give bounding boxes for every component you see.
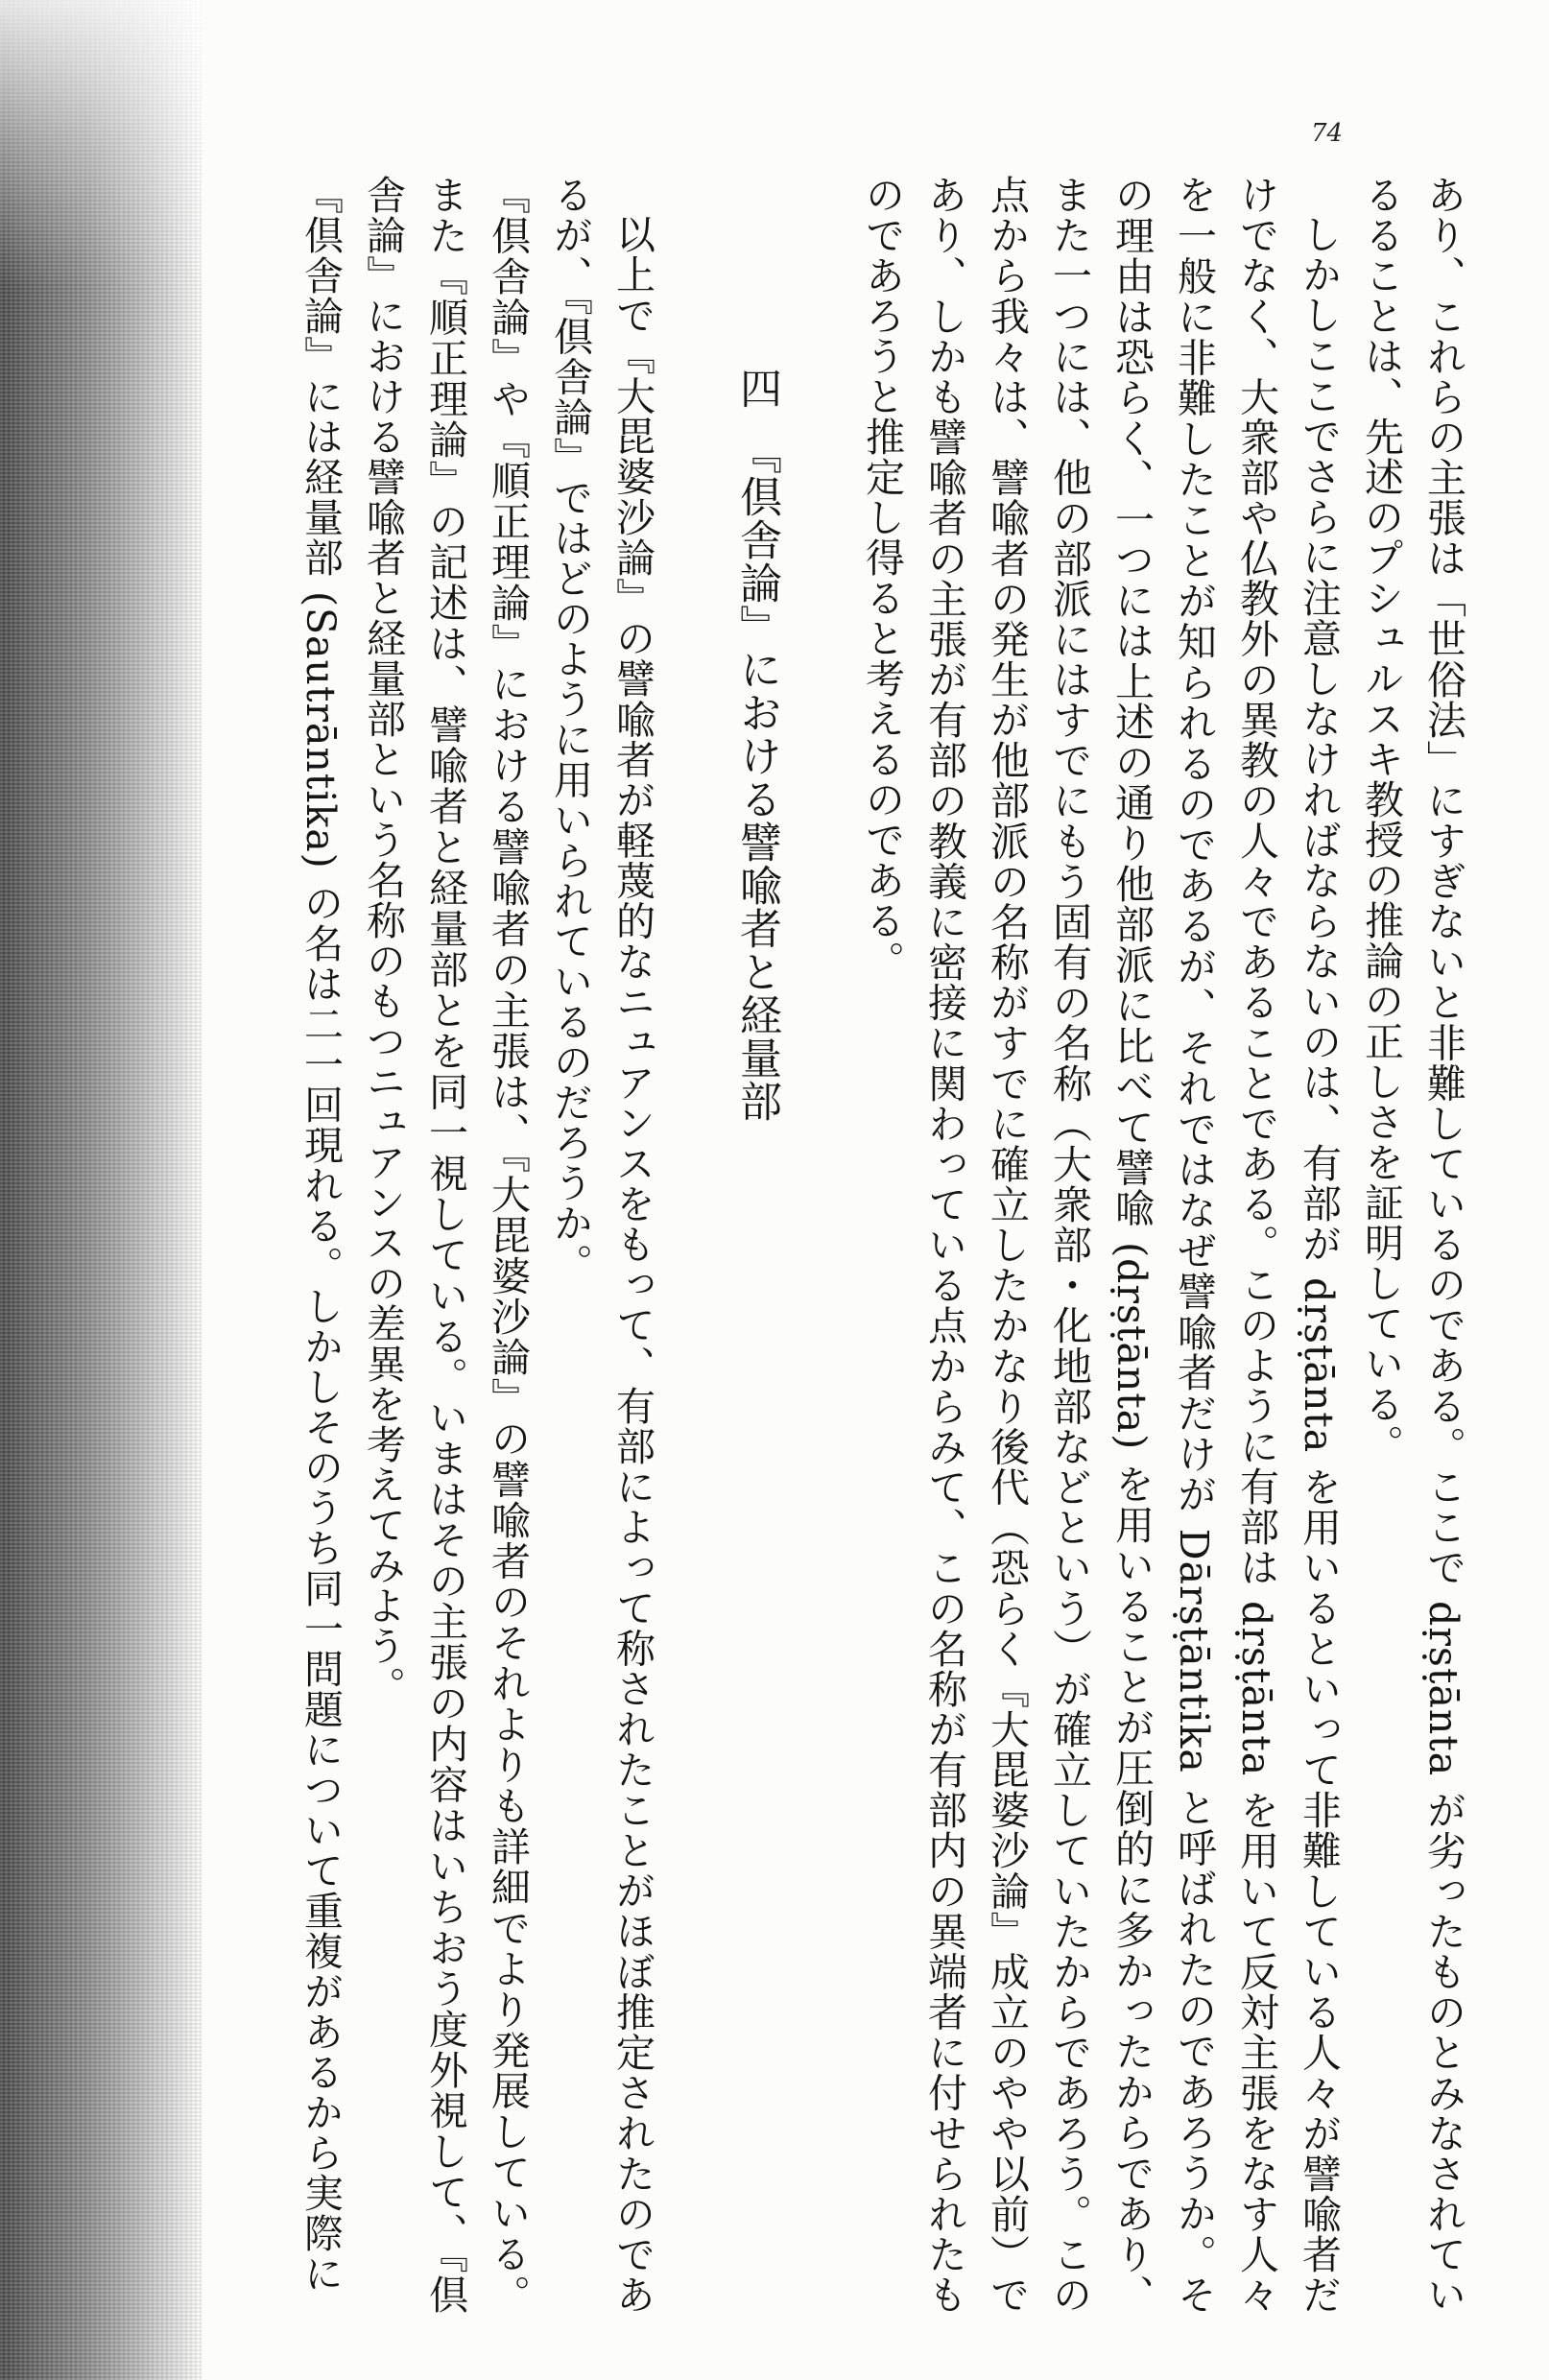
paragraph: 『倶舎論』や『順正理論』における譬喩者の主張は、『大毘婆沙論』の譬喩者のそれよりも詳細でより発展している。また『順正理論』の記述は、譬喩者と経量部とを同一視している。いまはその主張の内容はいちおう度外視して、『倶舎論』における譬喩者と経量部という名称のもつニュアンスの差異を考えてみよう。 <box>360 175 531 2315</box>
binding-shadow-fade <box>0 0 202 288</box>
body-text <box>289 175 1474 2315</box>
section-heading: 四 『倶舎論』における譬喩者と経量部 <box>732 367 781 1123</box>
blank-line <box>788 175 850 2315</box>
blank-line <box>663 175 726 2315</box>
paragraph: あり、これらの主張は「世俗法」にすぎないと非難しているのである。ここで dṛṣṭānta が劣ったものとみなされているることは、先述のプシュルスキ教授の推論の正しさを証明している。 <box>1358 175 1466 2315</box>
paragraph: 以上で『大毘婆沙論』の譬喩者が軽蔑的なニュアンスをもって、有部によって称されたことがほぼ推定されたのであるが、『倶舎論』ではどのように用いられているのだろうか。 <box>547 175 655 2315</box>
paragraph: 『倶舎論』には経量部 (Sautrāntika) の名は二一回現れる。しかしそのうち同一問題について重複があるから実際に <box>298 175 344 2294</box>
page-number: 74 <box>1311 119 1344 148</box>
paragraph: しかしここでさらに注意しなければならないのは、有部が dṛṣṭānta を用いるといって非難している人々が譬喩者だけでなく、大衆部や仏教外の異教の人々であることである。このように有部は dṛṣṭānta を用いて反対主張をなす人々を一般に非難したことが知られるのであるが、それではなぜ譬喩者だけが Dārṣṭāntika と呼ばれたのであろうか。その理由は恐らく、一つには上述の通り他部派に比べて譬喩 (dṛṣṭānta) を用いることが圧倒的に多かったからであり、また一つには、他の部派にはすでにもう固有の名称（大衆部・化地部などという）が確立していたからであろう。この点から我々は、譬喩者の発生が他部派の名称がすでに確立したかなり後代（恐らく『大毘婆沙論』成立のやや以前）であり、しかも譬喩者の主張が有部の教義に密接に関わっている点からみて、この名称が有部内の異端者に付せられたものであろうと推定し得ると考えるのである。 <box>859 175 1342 2316</box>
binding-shadow <box>0 0 202 2380</box>
